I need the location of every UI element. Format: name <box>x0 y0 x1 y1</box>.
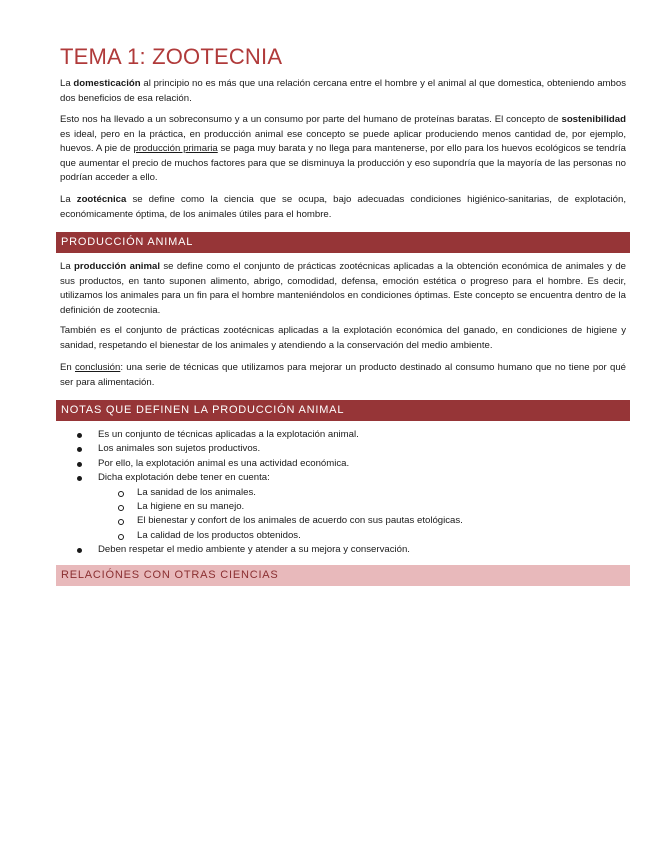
list-item-text: Es un conjunto de técnicas aplicadas a la explotación animal. <box>98 429 359 440</box>
text-run: La <box>60 194 77 205</box>
term-produccion-animal: producción animal <box>74 261 161 272</box>
hollow-bullet-icon <box>118 491 124 497</box>
text-run: al principio no es más que una relación cercana entre el hombre y el animal al que domestica, obteniendo ambos dos beneficios de esa relación. <box>60 78 626 104</box>
intro-paragraph-zootecnica <box>60 193 626 222</box>
section1-paragraph-definition <box>60 260 626 318</box>
list-item-text: Deben respetar el medio ambiente y atender a su mejora y conservación. <box>98 544 410 556</box>
text-run: La <box>60 78 74 89</box>
section1-paragraph-also: También es el conjunto de prácticas zootécnicas aplicadas a la explotación económica del ganado, en condiciones de higiene y sanidad, respetando el bienestar de los animales y atendiendo a la conservación del medio ambiente. <box>60 325 626 351</box>
bullet-icon <box>77 476 82 481</box>
list-item <box>60 428 626 442</box>
sub-list-item <box>98 529 626 543</box>
text-run: se define como el conjunto de prácticas zootécnicas aplicadas a la obtención económica de animales y de sus productos, en tanto suponen alimento, abrigo, comodidad, defensa, emoción estética o progreso para el hombre. Es decir, utilizamos los animales para un fin para el hombre manteniéndolos en condiciones óptimas. Este concepto se encuentra dentro de la definición de zootecnia. <box>60 261 626 316</box>
term-zootecnica: zootécnica <box>76 194 127 205</box>
hollow-bullet-icon <box>118 505 124 511</box>
intro-paragraph-sustainability <box>60 113 626 186</box>
section-heading-produccion-animal: PRODUCCIÓN ANIMAL <box>56 232 630 253</box>
sub-list-item <box>98 486 626 500</box>
hollow-bullet-icon <box>118 534 124 540</box>
list-item-text: Por ello, la explotación animal es una actividad económica. <box>98 457 350 469</box>
bullet-icon <box>77 447 82 452</box>
sub-list-item <box>98 500 626 514</box>
sub-list-item-text: El bienestar y confort de los animales de acuerdo con sus pautas etológicas. <box>137 515 463 527</box>
bullet-icon <box>77 548 82 553</box>
text-run: La <box>60 261 75 272</box>
page-title: TEMA 1: ZOOTECNIA <box>60 44 283 69</box>
text-run: Esto nos ha llevado a un sobreconsumo y a un consumo por parte del humano de proteínas baratas. El concepto de <box>60 114 562 125</box>
bullet-icon <box>77 462 82 467</box>
term-sostenibilidad: sostenibilidad <box>561 114 626 125</box>
text-run: : una serie de técnicas que utilizamos para mejorar un producto destinado al consumo humano que no tiene por qué ser para alimentación. <box>60 362 626 388</box>
list-item <box>60 543 626 557</box>
notes-list <box>60 428 626 558</box>
text-run: se paga muy barata y no llega para mantenerse, por ello para los huevos ecológicos se tendría que aumentar el precio de muchos factores para que se disminuya la producción y eso supondría que la mayoría de las personas no podrían acceder a ello. <box>60 143 627 184</box>
bullet-icon <box>77 433 82 438</box>
text-run: En <box>60 362 75 373</box>
list-item <box>60 457 626 471</box>
list-item <box>60 442 626 456</box>
sub-list-item-text: La higiene en su manejo. <box>137 501 245 513</box>
sub-list <box>98 486 626 544</box>
term-conclusion: conclusión <box>75 362 121 373</box>
sub-list-item-text: La calidad de los productos obtenidos. <box>137 529 301 541</box>
intro-paragraph-domestication <box>60 77 626 106</box>
text-run: se define como la ciencia que se ocupa, bajo adecuadas condiciones higiénico-sanitarias, de explotación, económicamente óptima, de los animales útiles para el hombre. <box>60 194 626 220</box>
sub-list-item-text: La sanidad de los animales. <box>137 486 256 498</box>
section-heading-relaciones: RELACIÓNES CON OTRAS CIENCIAS <box>56 565 630 586</box>
text-run: es ideal, pero en la práctica, en producción animal ese concepto se puede aplicar produciendo menos cantidad de, por ejemplo, huevos. A pie de <box>60 128 626 155</box>
sub-list-item <box>98 514 626 528</box>
list-item-text: Dicha explotación debe tener en cuenta: <box>98 472 270 484</box>
hollow-bullet-icon <box>118 519 124 525</box>
section-heading-notas: NOTAS QUE DEFINEN LA PRODUCCIÓN ANIMAL <box>56 400 630 421</box>
term-domesticacion: domesticación <box>73 78 141 89</box>
section1-paragraph-conclusion <box>60 361 626 390</box>
list-item <box>60 471 626 543</box>
list-item-text: Los animales son sujetos productivos. <box>98 443 261 455</box>
term-produccion-primaria: producción primaria <box>133 143 218 155</box>
